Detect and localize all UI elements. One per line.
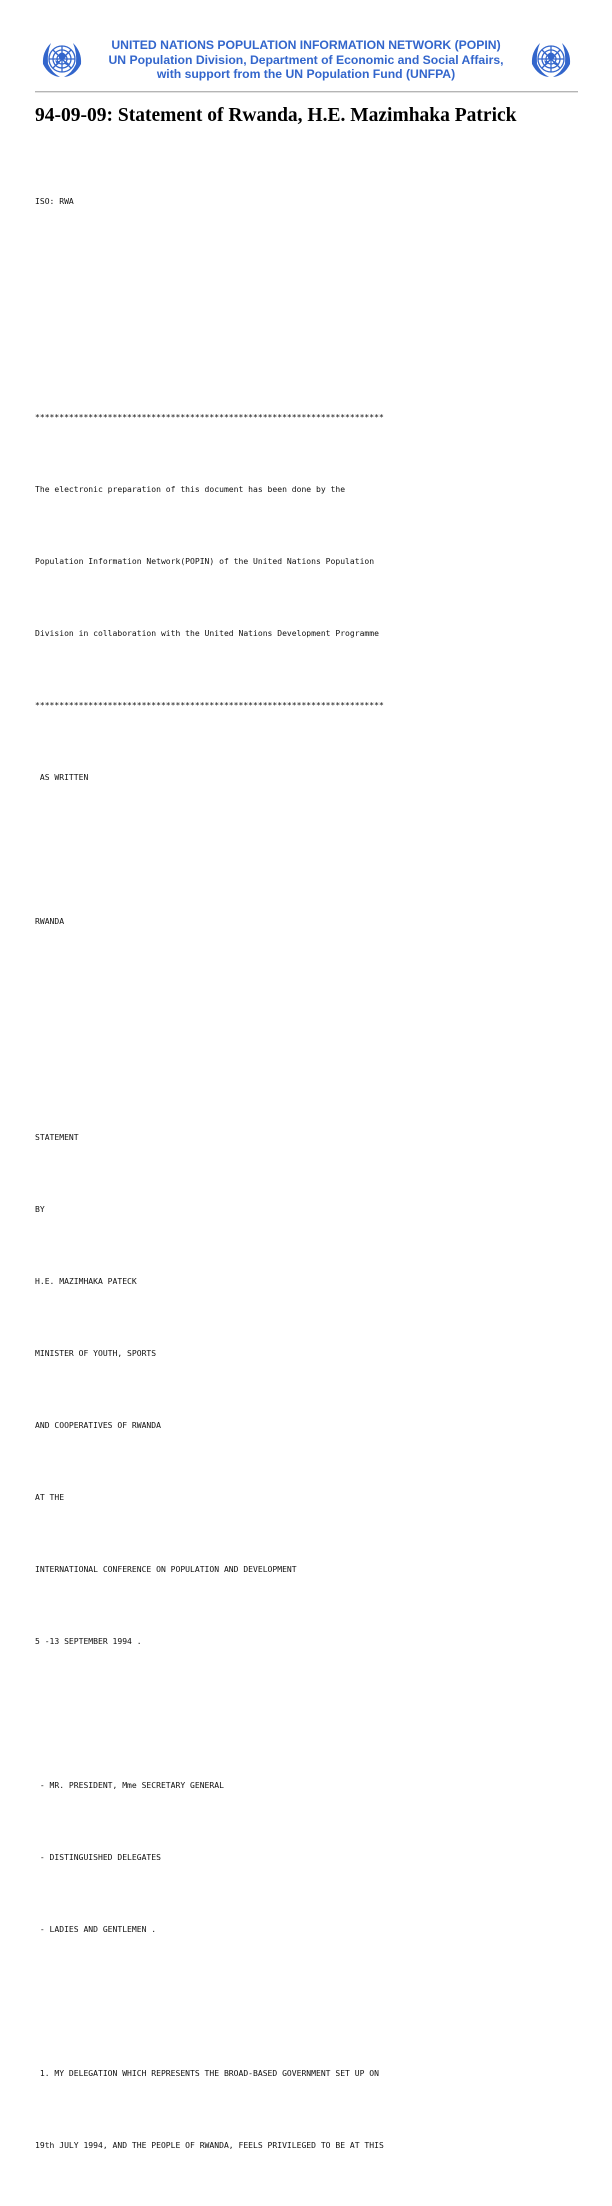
document-title: 94-09-09: Statement of Rwanda, H.E. Mazimhaka Patrick [35,105,517,126]
body-line [35,1990,595,2014]
body-line: ************************************************************************ [35,701,384,710]
body-line [35,982,595,1006]
body-line: Population Information Network(POPIN) of the United Nations Population [35,557,375,566]
body-line [35,334,595,358]
body-line: - DISTINGUISHED DELEGATES [35,1853,161,1862]
body-line: RWANDA [35,917,65,926]
body-line: H.E. MAZIMHAKA PATECK [35,1277,137,1286]
body-line [35,1702,595,1726]
body-line: INTERNATIONAL CONFERENCE ON POPULATION AND DEVELOPMENT [35,1565,297,1574]
body-line: MINISTER OF YOUTH, SPORTS [35,1349,157,1358]
popin-header [90,38,522,82]
header-line-2: UN Population Division, Department of Economic and Social Affairs, [108,52,504,67]
document-body [35,142,595,2206]
body-line: 19th JULY 1994, AND THE PEOPLE OF RWANDA, FEELS PRIVILEGED TO BE AT THIS [35,2141,384,2150]
body-line [35,838,595,862]
body-line: ************************************************************************ [35,413,384,422]
un-emblem-icon [37,36,87,86]
un-emblem-icon [526,36,576,86]
body-line: AS WRITTEN [35,773,89,782]
header-line-3: with support from the UN Population Fund (UNFPA) [156,67,456,81]
body-line: - MR. PRESIDENT, Mme SECRETARY GENERAL [35,1781,224,1790]
body-line: ISO: RWA [35,197,74,206]
body-line: AT THE [35,1493,65,1502]
body-line [35,262,595,286]
body-line: BY [35,1205,45,1214]
header-line-1: UNITED NATIONS POPULATION INFORMATION NETWORK (POPIN) [111,38,501,52]
body-line: The electronic preparation of this document has been done by the [35,485,346,494]
body-line [35,1054,595,1078]
body-line: 1. MY DELEGATION WHICH REPRESENTS THE BROAD-BASED GOVERNMENT SET UP ON [35,2069,379,2078]
header-divider [35,91,578,93]
body-line: AND COOPERATIVES OF RWANDA [35,1421,161,1430]
body-line: - LADIES AND GENTLEMEN . [35,1925,157,1934]
body-line: STATEMENT [35,1133,79,1142]
body-line: Division in collaboration with the United Nations Development Programme [35,629,379,638]
body-line: 5 -13 SEPTEMBER 1994 . [35,1637,142,1646]
